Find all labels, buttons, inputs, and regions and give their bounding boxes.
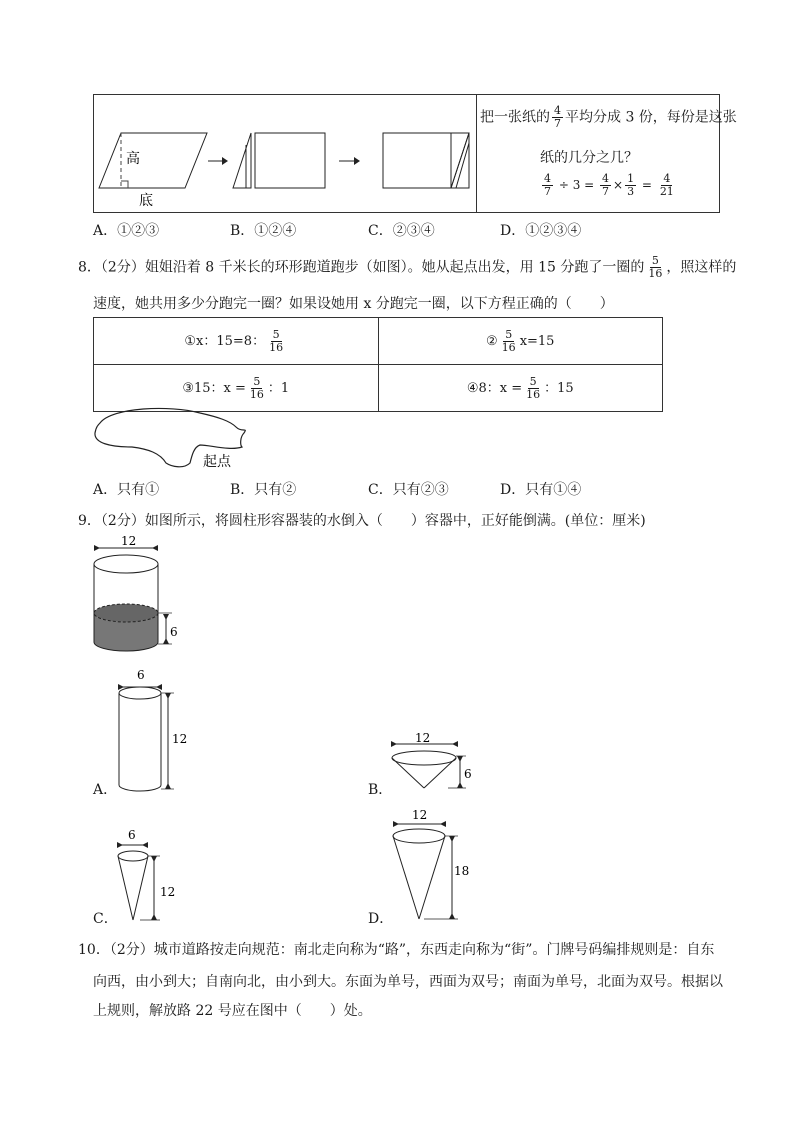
height-label: 高 — [126, 151, 140, 167]
option-c-cone — [110, 822, 190, 926]
q8-option-c[interactable]: C．只有②③ — [368, 482, 449, 498]
q8-equation-4: ④8：x = $\frac{5}{16}$ ：15 — [378, 365, 663, 412]
parallelogram-figure — [94, 95, 476, 212]
q8-equation-table — [93, 317, 663, 412]
b-height-label: 6 — [464, 767, 472, 781]
q9-option-c[interactable]: C． — [93, 911, 118, 927]
q9-option-b[interactable]: B． — [368, 782, 393, 798]
d-height-label: 18 — [454, 864, 470, 878]
main-diameter-label: 12 — [121, 534, 137, 548]
a-diameter-label: 6 — [137, 668, 145, 682]
q7-right-equation: $\frac{4}{7}$ ÷ 3 = $\frac{4}{7}$ × $\frac{1}{3}$ = $\frac{4}{21}$ — [544, 172, 674, 198]
main-height-label: 6 — [170, 625, 178, 639]
q9-option-a[interactable]: A． — [93, 782, 118, 798]
base-label: 底 — [139, 193, 153, 209]
main-cylinder-figure — [88, 534, 198, 656]
q7-option-b[interactable]: B．①②④ — [230, 223, 297, 239]
d-diameter-label: 12 — [412, 808, 428, 822]
c-diameter-label: 6 — [128, 828, 136, 842]
q7-figure-table — [93, 94, 737, 213]
q8-stem-line1: 8．（2分）姐姐沿着 8 千米长的环形跑道跑步（如图）。她从起点出发，用 15 分跑了一圈的 $\frac{5}{16}$ ，照这样的 — [78, 254, 737, 280]
q10-line2: 向西，由小到大；自南向北，由小到大。东面为单号，西面为双号；南面为单号，北面为双号。根据以 — [93, 974, 723, 990]
q7-right-line1: 把一张纸的 $\frac{4}{7}$ 平均分成 3 份，每份是这张 — [480, 104, 737, 130]
q9-option-d[interactable]: D． — [368, 911, 394, 927]
q10-line3: 上规则，解放路 22 号应在图中（ ）处。 — [93, 1003, 372, 1019]
a-height-label: 12 — [172, 732, 188, 746]
q8-option-d[interactable]: D．只有①④ — [500, 482, 582, 498]
c-height-label: 12 — [160, 885, 176, 899]
running-track-figure — [90, 405, 260, 475]
q7-option-d[interactable]: D．①②③④ — [500, 223, 582, 239]
q8-equation-2: ② $\frac{5}{16}$ x=15 — [378, 318, 663, 365]
q9-stem: 9．（2分）如图所示，将圆柱形容器装的水倒入（ ）容器中，正好能倒满。(单位：厘米) — [78, 513, 646, 529]
start-point-label: 起点 — [203, 454, 231, 470]
q10-line1: 10．（2分）城市道路按走向规范：南北走向称为“路”，东西走向称为“街”。门牌号码编排规则是：自东 — [78, 942, 715, 958]
q7-option-a[interactable]: A．①②③ — [93, 223, 160, 239]
q8-equation-3: ③15：x = $\frac{5}{16}$ ：1 — [94, 365, 379, 412]
q7-right-line2: 纸的几分之几？ — [540, 150, 638, 166]
cell-divider — [476, 95, 477, 212]
b-diameter-label: 12 — [415, 731, 431, 745]
option-b-cone — [386, 730, 486, 800]
option-a-cylinder — [112, 665, 202, 795]
q8-stem-line2: 速度，她共用多少分跑完一圈？如果设她用 x 分跑完一圈，以下方程正确的（ ） — [93, 296, 614, 312]
option-d-cone — [384, 805, 484, 925]
q8-equation-1: ①x：15=8： $\frac{5}{16}$ — [94, 318, 379, 365]
q7-option-c[interactable]: C．②③④ — [368, 223, 435, 239]
q8-option-a[interactable]: A．只有① — [93, 482, 160, 498]
q8-option-b[interactable]: B．只有② — [230, 482, 297, 498]
